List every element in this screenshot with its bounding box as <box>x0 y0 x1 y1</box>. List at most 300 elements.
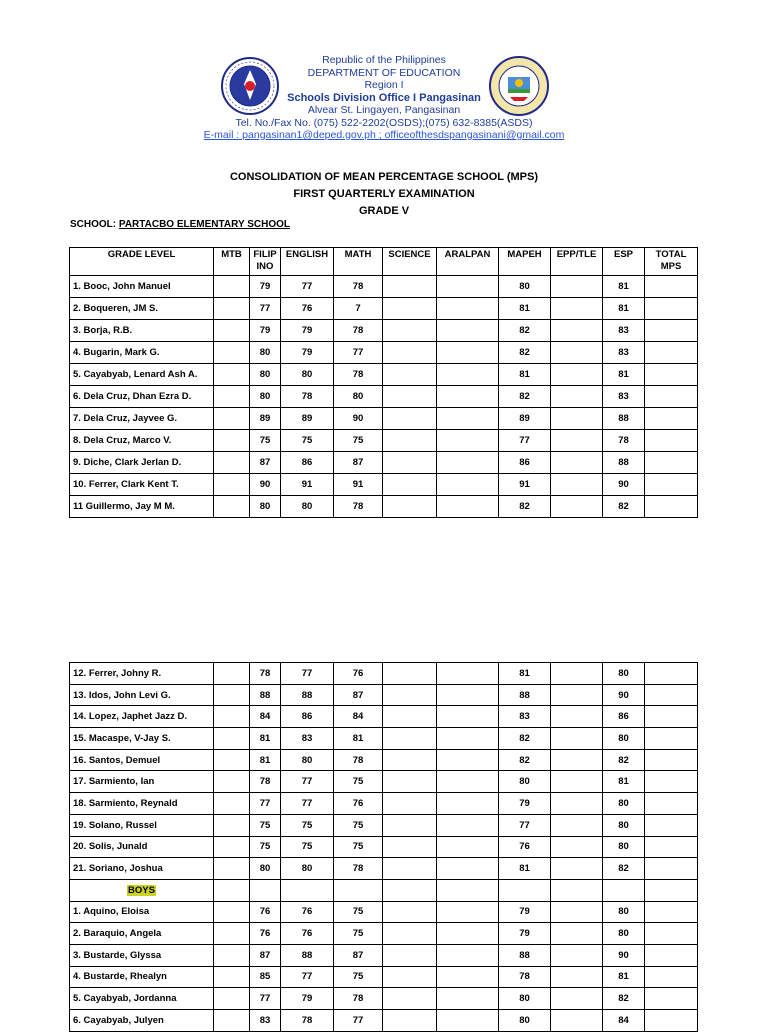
score-cell: 7 <box>334 298 383 320</box>
score-cell: 80 <box>499 988 551 1010</box>
score-cell <box>551 684 603 706</box>
score-cell <box>214 923 250 945</box>
score-cell <box>551 1010 603 1032</box>
table-row <box>70 858 698 880</box>
score-cell <box>645 944 698 966</box>
student-name-cell: 19. Solano, Russel <box>70 814 214 836</box>
score-cell <box>437 966 499 988</box>
score-cell <box>437 298 499 320</box>
score-cell <box>437 452 499 474</box>
score-cell: 81 <box>603 771 645 793</box>
score-cell: 87 <box>250 452 281 474</box>
student-name-cell: 13. Idos, John Levi G. <box>70 684 214 706</box>
score-cell <box>437 836 499 858</box>
score-cell: 81 <box>334 728 383 750</box>
score-cell <box>214 298 250 320</box>
score-cell: 79 <box>250 320 281 342</box>
score-cell: 87 <box>334 452 383 474</box>
school-label: SCHOOL: <box>70 219 117 230</box>
score-cell: 80 <box>250 496 281 518</box>
score-cell: 80 <box>603 901 645 923</box>
score-cell: 75 <box>281 836 334 858</box>
score-cell: 90 <box>603 684 645 706</box>
table-row <box>70 988 698 1010</box>
score-cell <box>645 793 698 815</box>
score-cell: 87 <box>334 944 383 966</box>
score-cell <box>645 430 698 452</box>
mps-table-page-1 <box>69 247 698 518</box>
score-cell <box>437 923 499 945</box>
score-cell <box>437 663 499 685</box>
document-title: CONSOLIDATION OF MEAN PERCENTAGE SCHOOL (MPS) <box>229 171 538 183</box>
score-cell <box>551 793 603 815</box>
score-cell <box>551 496 603 518</box>
score-cell: 88 <box>603 408 645 430</box>
score-cell: 78 <box>250 771 281 793</box>
score-cell <box>437 276 499 298</box>
score-cell <box>383 944 437 966</box>
score-cell <box>551 663 603 685</box>
score-cell: 77 <box>499 814 551 836</box>
score-cell: 85 <box>250 966 281 988</box>
student-name-cell: 14. Lopez, Japhet Jazz D. <box>70 706 214 728</box>
table-row <box>70 901 698 923</box>
score-cell <box>214 836 250 858</box>
score-cell <box>383 663 437 685</box>
table-row <box>70 408 698 430</box>
score-cell: 80 <box>499 771 551 793</box>
table-row <box>70 966 698 988</box>
col-header-filipino: FILIP INO <box>250 248 281 276</box>
score-cell: 81 <box>603 364 645 386</box>
table-row <box>70 923 698 945</box>
score-cell <box>383 901 437 923</box>
score-cell <box>645 474 698 496</box>
score-cell <box>383 771 437 793</box>
table-row <box>70 474 698 496</box>
score-cell: 77 <box>250 988 281 1010</box>
score-cell <box>437 706 499 728</box>
score-cell <box>551 944 603 966</box>
score-cell: 76 <box>281 298 334 320</box>
score-cell: 81 <box>603 298 645 320</box>
score-cell: 81 <box>499 298 551 320</box>
score-cell: 89 <box>499 408 551 430</box>
score-cell <box>214 879 250 901</box>
score-cell: 75 <box>334 923 383 945</box>
score-cell: 87 <box>334 684 383 706</box>
score-cell: 78 <box>334 496 383 518</box>
score-cell: 76 <box>250 923 281 945</box>
score-cell: 80 <box>250 858 281 880</box>
score-cell: 75 <box>334 901 383 923</box>
school-line <box>70 219 290 230</box>
table-row <box>70 496 698 518</box>
score-cell <box>645 728 698 750</box>
score-cell <box>645 364 698 386</box>
table-row <box>70 944 698 966</box>
score-cell <box>214 749 250 771</box>
score-cell <box>437 320 499 342</box>
score-cell <box>551 966 603 988</box>
score-cell: 80 <box>603 814 645 836</box>
score-cell: 80 <box>334 386 383 408</box>
score-cell <box>437 386 499 408</box>
score-cell: 77 <box>281 793 334 815</box>
score-cell: 80 <box>250 386 281 408</box>
score-cell: 76 <box>250 901 281 923</box>
letterhead <box>0 52 768 148</box>
section-label-boys: BOYS <box>128 884 155 896</box>
col-header-mapeh: MAPEH <box>499 248 551 276</box>
score-cell: 78 <box>334 858 383 880</box>
score-cell <box>383 728 437 750</box>
score-cell <box>214 1010 250 1032</box>
student-name-cell: 5. Cayabyab, Lenard Ash A. <box>70 364 214 386</box>
score-cell: 88 <box>499 684 551 706</box>
score-cell <box>437 496 499 518</box>
score-cell <box>383 706 437 728</box>
score-cell <box>437 1010 499 1032</box>
score-cell: 84 <box>334 706 383 728</box>
score-cell: 82 <box>603 988 645 1010</box>
score-cell <box>437 901 499 923</box>
score-cell <box>645 684 698 706</box>
score-cell <box>437 771 499 793</box>
score-cell <box>437 728 499 750</box>
score-cell: 87 <box>250 944 281 966</box>
score-cell: 76 <box>499 836 551 858</box>
score-cell <box>645 320 698 342</box>
score-cell <box>551 901 603 923</box>
score-cell <box>383 430 437 452</box>
score-cell: 89 <box>250 408 281 430</box>
score-cell <box>645 836 698 858</box>
score-cell: 83 <box>281 728 334 750</box>
score-cell <box>437 879 499 901</box>
score-cell <box>437 430 499 452</box>
score-cell: 84 <box>250 706 281 728</box>
score-cell: 91 <box>334 474 383 496</box>
student-name-cell: 3. Borja, R.B. <box>70 320 214 342</box>
score-cell <box>551 298 603 320</box>
score-cell <box>383 474 437 496</box>
score-cell: 80 <box>603 836 645 858</box>
score-cell <box>645 879 698 901</box>
score-cell <box>250 879 281 901</box>
score-cell: 82 <box>603 496 645 518</box>
score-cell: 86 <box>281 452 334 474</box>
score-cell <box>214 793 250 815</box>
score-cell: 79 <box>499 901 551 923</box>
score-cell: 77 <box>250 298 281 320</box>
score-cell <box>437 858 499 880</box>
score-cell: 79 <box>250 276 281 298</box>
score-cell <box>383 858 437 880</box>
score-cell <box>551 408 603 430</box>
score-cell <box>214 684 250 706</box>
score-cell: 80 <box>281 364 334 386</box>
student-name-cell: 11 Guillermo, Jay M M. <box>70 496 214 518</box>
score-cell: 88 <box>250 684 281 706</box>
score-cell <box>383 836 437 858</box>
letterhead-text <box>0 54 768 142</box>
table-row <box>70 836 698 858</box>
score-cell <box>214 706 250 728</box>
mps-table-page-2 <box>69 662 698 1032</box>
table-row <box>70 364 698 386</box>
student-name-cell: 5. Cayabyab, Jordanna <box>70 988 214 1010</box>
score-cell <box>214 663 250 685</box>
score-cell: 78 <box>334 364 383 386</box>
score-cell: 76 <box>281 923 334 945</box>
score-cell: 82 <box>499 728 551 750</box>
table-row <box>70 452 698 474</box>
score-cell: 79 <box>281 320 334 342</box>
score-cell <box>214 342 250 364</box>
score-cell: 83 <box>603 386 645 408</box>
score-cell: 77 <box>281 771 334 793</box>
student-name-cell: 8. Dela Cruz, Marco V. <box>70 430 214 452</box>
header-line-deped: DEPARTMENT OF EDUCATION <box>307 66 461 79</box>
student-name-cell: 4. Bugarin, Mark G. <box>70 342 214 364</box>
score-cell <box>551 452 603 474</box>
score-cell <box>334 879 383 901</box>
score-cell: 78 <box>334 749 383 771</box>
score-cell <box>437 988 499 1010</box>
score-cell <box>214 408 250 430</box>
table-row <box>70 320 698 342</box>
score-cell <box>551 988 603 1010</box>
table-row <box>70 298 698 320</box>
col-header-english: ENGLISH <box>281 248 334 276</box>
score-cell: 75 <box>334 430 383 452</box>
score-cell <box>214 901 250 923</box>
score-cell <box>214 814 250 836</box>
score-cell: 82 <box>603 749 645 771</box>
score-cell: 80 <box>603 923 645 945</box>
score-cell: 77 <box>281 276 334 298</box>
col-header-epp-tle: EPP/TLE <box>551 248 603 276</box>
score-cell: 75 <box>250 836 281 858</box>
score-cell <box>551 879 603 901</box>
score-cell <box>214 386 250 408</box>
table-header-row <box>70 248 698 276</box>
score-cell: 77 <box>281 663 334 685</box>
student-name-cell: 3. Bustarde, Glyssa <box>70 944 214 966</box>
score-cell: 80 <box>281 496 334 518</box>
score-cell <box>551 474 603 496</box>
table-row <box>70 342 698 364</box>
score-cell <box>551 749 603 771</box>
score-cell: 86 <box>281 706 334 728</box>
header-line-division: Schools Division Office I Pangasinan <box>287 91 481 104</box>
score-cell <box>383 276 437 298</box>
score-cell: 88 <box>281 684 334 706</box>
score-cell: 82 <box>499 342 551 364</box>
score-cell <box>383 749 437 771</box>
score-cell: 75 <box>334 814 383 836</box>
score-cell: 81 <box>603 966 645 988</box>
student-name-cell: 15. Macaspe, V-Jay S. <box>70 728 214 750</box>
score-cell <box>645 342 698 364</box>
table-row <box>70 684 698 706</box>
table-row <box>70 706 698 728</box>
score-cell <box>551 771 603 793</box>
col-header-science: SCIENCE <box>383 248 437 276</box>
score-cell: 75 <box>281 430 334 452</box>
score-cell <box>214 364 250 386</box>
header-email-link[interactable]: E-mail : pangasinan1@deped.gov.ph ; officeofthesdspangasinani@gmail.com <box>203 129 565 141</box>
score-cell <box>645 966 698 988</box>
score-cell <box>214 728 250 750</box>
score-cell <box>551 858 603 880</box>
score-cell: 80 <box>281 858 334 880</box>
score-cell <box>645 706 698 728</box>
score-cell <box>551 814 603 836</box>
score-cell: 80 <box>281 749 334 771</box>
score-cell: 88 <box>603 452 645 474</box>
score-cell: 79 <box>499 793 551 815</box>
score-cell <box>437 364 499 386</box>
score-cell: 75 <box>250 430 281 452</box>
score-cell: 81 <box>603 276 645 298</box>
score-cell: 78 <box>281 1010 334 1032</box>
score-cell: 80 <box>499 276 551 298</box>
student-name-cell: 6. Cayabyab, Julyen <box>70 1010 214 1032</box>
score-cell: 75 <box>250 814 281 836</box>
score-cell: 78 <box>334 276 383 298</box>
score-cell <box>499 879 551 901</box>
score-cell <box>383 923 437 945</box>
student-name-cell: 16. Santos, Demuel <box>70 749 214 771</box>
student-name-cell: 21. Soriano, Joshua <box>70 858 214 880</box>
student-name-cell: 10. Ferrer, Clark Kent T. <box>70 474 214 496</box>
score-cell <box>383 364 437 386</box>
score-cell: 78 <box>334 988 383 1010</box>
score-cell <box>383 496 437 518</box>
score-cell: 76 <box>334 793 383 815</box>
score-cell <box>645 771 698 793</box>
score-cell <box>551 706 603 728</box>
score-cell: 82 <box>499 749 551 771</box>
score-cell <box>214 474 250 496</box>
score-cell <box>551 386 603 408</box>
score-cell: 78 <box>250 663 281 685</box>
score-cell: 79 <box>499 923 551 945</box>
score-cell <box>383 684 437 706</box>
student-name-cell: 18. Sarmiento, Reynald <box>70 793 214 815</box>
score-cell <box>281 879 334 901</box>
score-cell <box>214 496 250 518</box>
score-cell <box>214 320 250 342</box>
score-cell: 90 <box>603 474 645 496</box>
student-name-cell: 1. Aquino, Eloisa <box>70 901 214 923</box>
score-cell <box>383 793 437 815</box>
score-cell: 82 <box>499 496 551 518</box>
score-cell: 78 <box>281 386 334 408</box>
score-cell <box>551 430 603 452</box>
score-cell: 78 <box>603 430 645 452</box>
score-cell <box>437 474 499 496</box>
score-cell: 76 <box>334 663 383 685</box>
score-cell: 82 <box>603 858 645 880</box>
student-name-cell: 2. Baraquio, Angela <box>70 923 214 945</box>
score-cell <box>551 923 603 945</box>
table-row <box>70 430 698 452</box>
score-cell <box>383 386 437 408</box>
student-name-cell: 17. Sarmiento, Ian <box>70 771 214 793</box>
score-cell: 83 <box>603 320 645 342</box>
score-cell <box>383 814 437 836</box>
student-name-cell: 6. Dela Cruz, Dhan Ezra D. <box>70 386 214 408</box>
score-cell: 80 <box>603 793 645 815</box>
score-cell: 81 <box>499 858 551 880</box>
student-name-cell <box>70 879 214 901</box>
student-name-cell: 4. Bustarde, Rhealyn <box>70 966 214 988</box>
col-header-math: MATH <box>334 248 383 276</box>
score-cell <box>214 452 250 474</box>
header-line-phone: Tel. No./Fax No. (075) 522-2202(OSDS);(075) 632-8385(ASDS) <box>235 116 533 129</box>
score-cell: 79 <box>281 988 334 1010</box>
table-row <box>70 814 698 836</box>
score-cell <box>551 836 603 858</box>
score-cell: 82 <box>499 320 551 342</box>
score-cell <box>214 858 250 880</box>
score-cell: 83 <box>499 706 551 728</box>
score-cell: 76 <box>281 901 334 923</box>
score-cell <box>214 430 250 452</box>
student-name-cell: 1. Booc, John Manuel <box>70 276 214 298</box>
score-cell <box>645 496 698 518</box>
score-cell <box>383 879 437 901</box>
score-cell <box>645 988 698 1010</box>
score-cell: 81 <box>250 749 281 771</box>
score-cell <box>214 276 250 298</box>
table-row <box>70 663 698 685</box>
score-cell <box>551 364 603 386</box>
score-cell <box>645 901 698 923</box>
score-cell: 90 <box>334 408 383 430</box>
score-cell <box>383 320 437 342</box>
score-cell: 80 <box>499 1010 551 1032</box>
table-row <box>70 749 698 771</box>
score-cell: 90 <box>250 474 281 496</box>
score-cell: 77 <box>499 430 551 452</box>
header-line-address: Alvear St. Lingayen, Pangasinan <box>307 104 461 116</box>
score-cell <box>214 966 250 988</box>
score-cell <box>551 320 603 342</box>
col-header-esp: ESP <box>603 248 645 276</box>
score-cell <box>437 684 499 706</box>
score-cell: 83 <box>250 1010 281 1032</box>
score-cell: 79 <box>281 342 334 364</box>
score-cell <box>437 342 499 364</box>
col-header-aralpan: ARALPAN <box>437 248 499 276</box>
score-cell: 90 <box>603 944 645 966</box>
grade-title: GRADE V <box>358 205 410 217</box>
col-header-grade-level: GRADE LEVEL <box>70 248 214 276</box>
table-row <box>70 276 698 298</box>
score-cell: 81 <box>250 728 281 750</box>
score-cell <box>437 814 499 836</box>
score-cell: 91 <box>281 474 334 496</box>
score-cell: 89 <box>281 408 334 430</box>
student-name-cell: 20. Solis, Junald <box>70 836 214 858</box>
student-name-cell: 9. Diche, Clark Jerlan D. <box>70 452 214 474</box>
score-cell: 77 <box>250 793 281 815</box>
table-row <box>70 1010 698 1032</box>
